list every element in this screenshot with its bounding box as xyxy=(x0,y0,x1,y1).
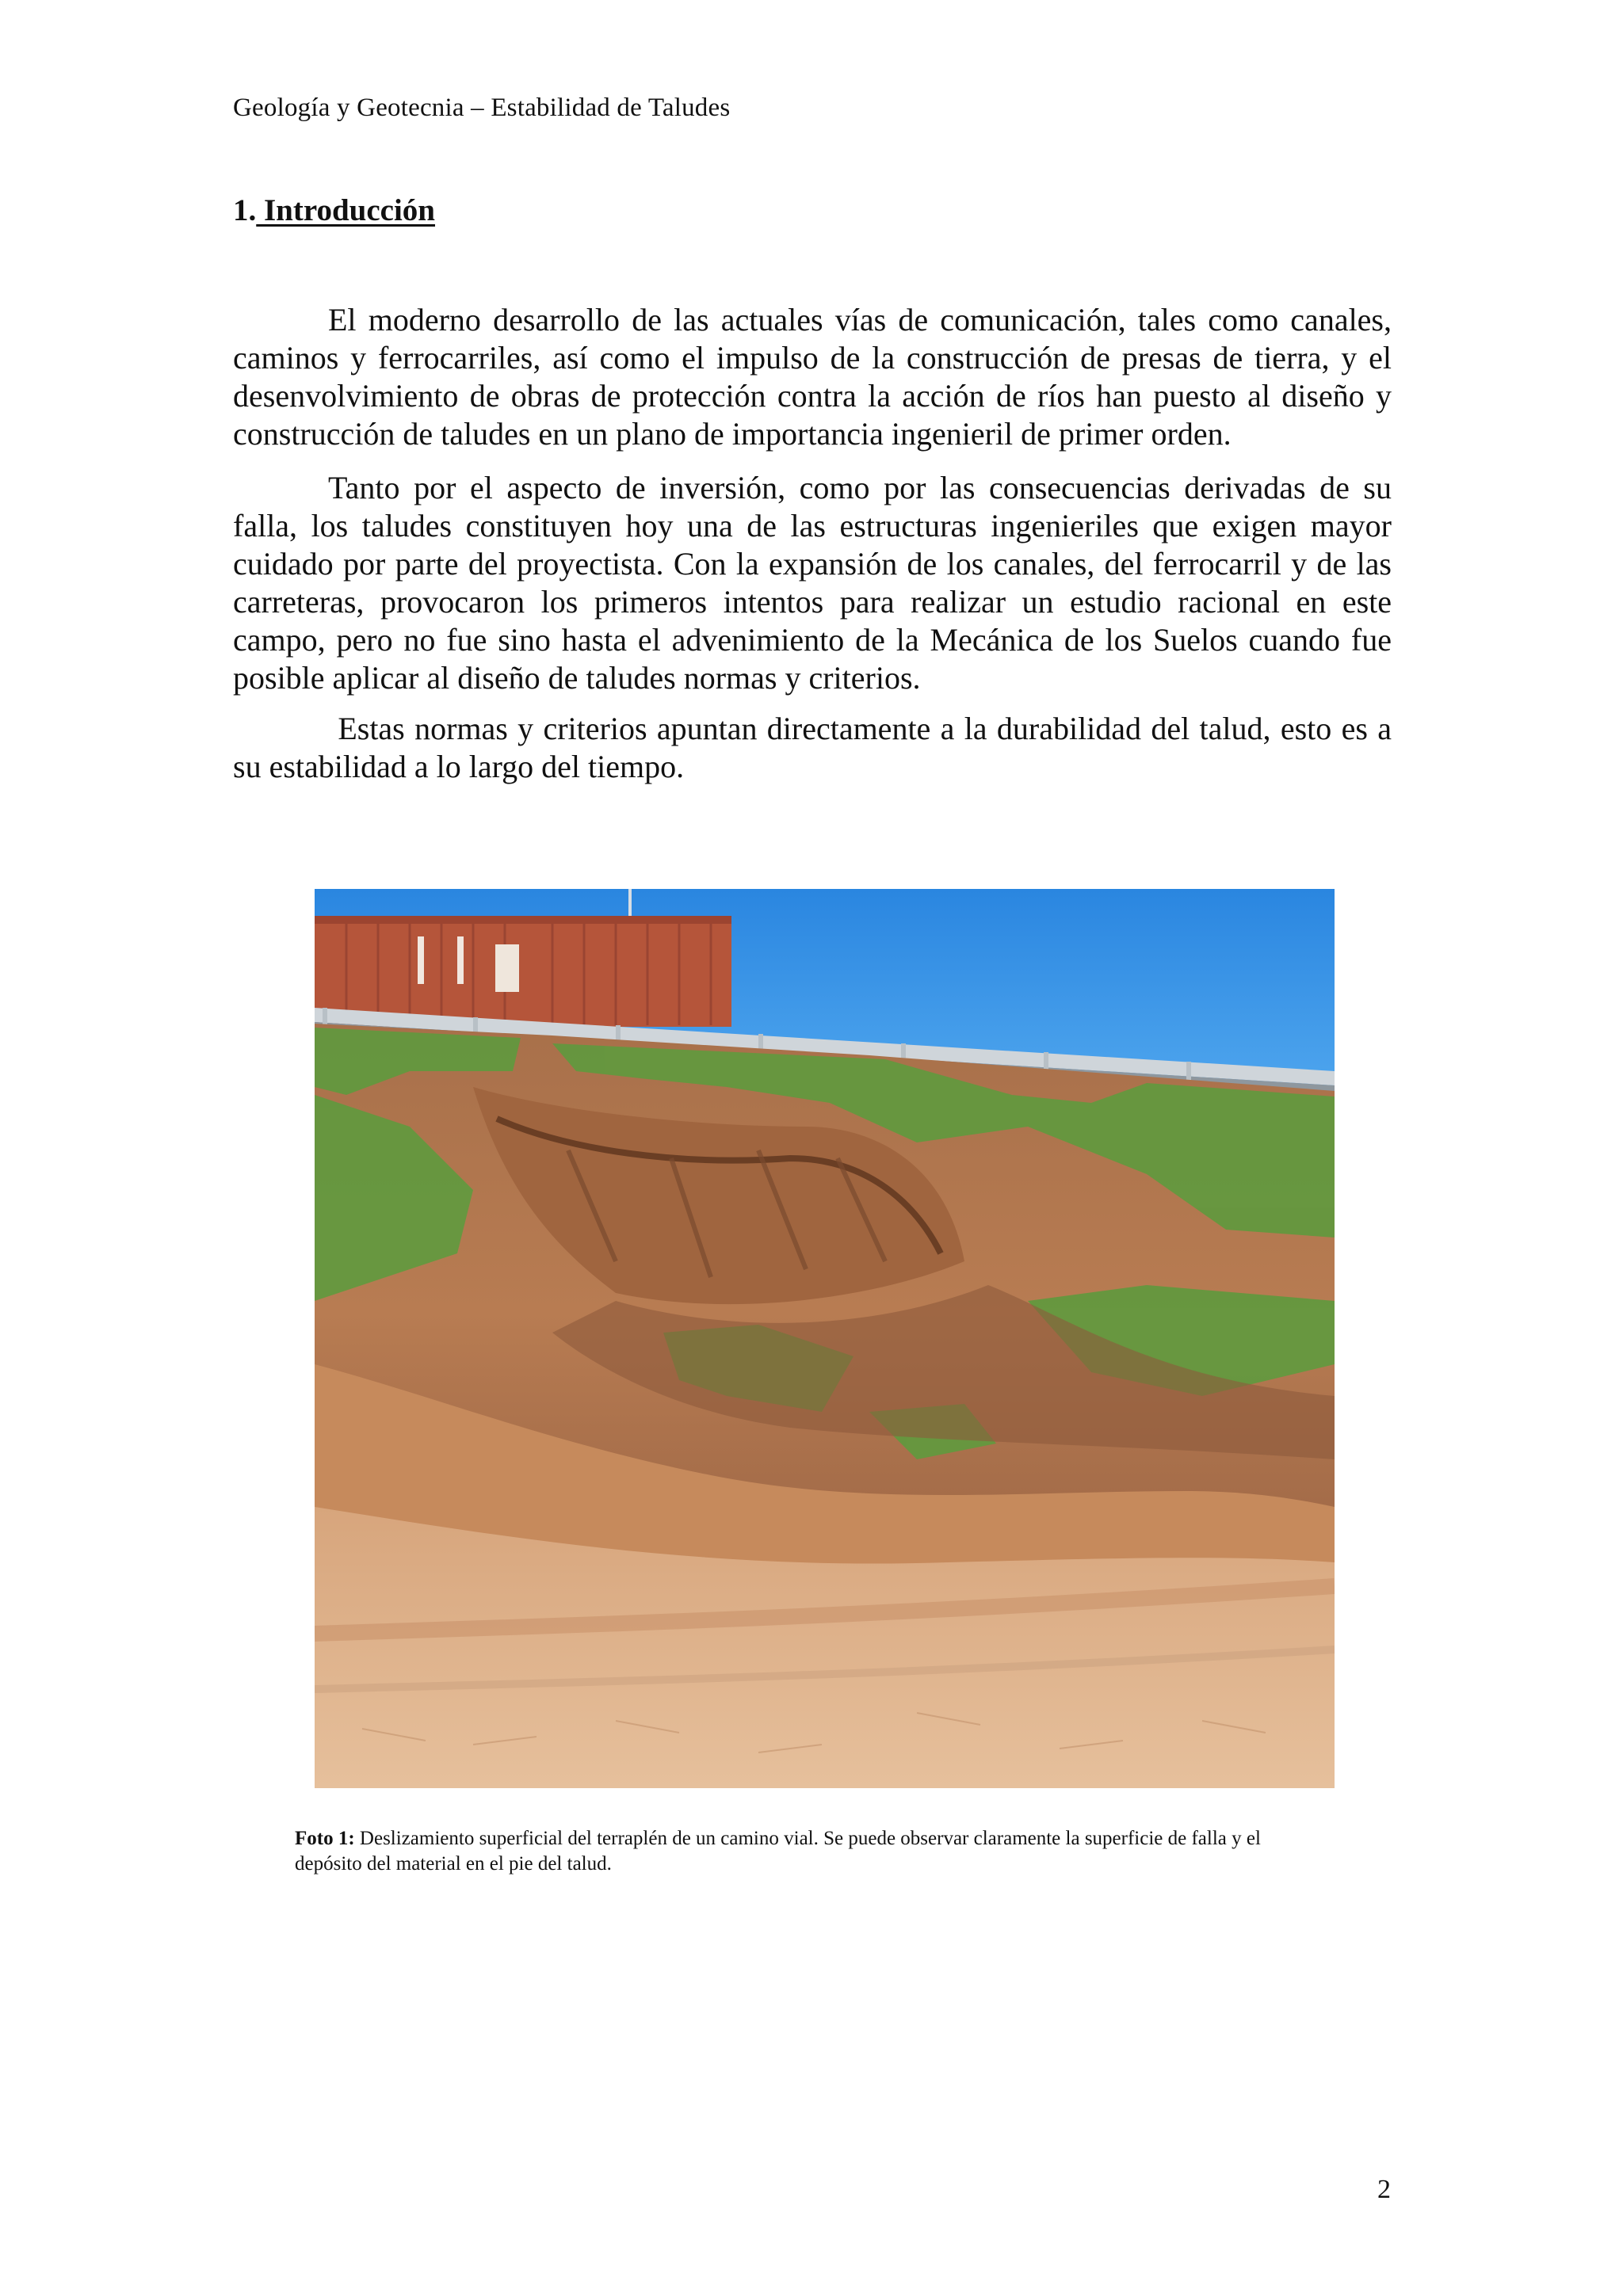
caption-label: Foto 1: xyxy=(295,1828,355,1849)
figure-caption xyxy=(295,1826,1325,1877)
paragraph xyxy=(233,469,1392,697)
section-number: 1. xyxy=(233,193,257,227)
slope-failure-photo xyxy=(315,889,1335,1788)
page-number: 2 xyxy=(1377,2175,1391,2204)
section-title xyxy=(233,193,435,228)
paragraph-text: Tanto por el aspecto de inversión, como por las consecuencias derivadas de su falla, los taludes constituyen hoy una de las estructuras ingenieriles que exigen mayor cuidado por parte del proyectista. Con la expansión de los canales, del ferrocarril y de las carreteras, provocaron los primeros intentos para realizar un estudio racional en este campo, pero no fue sino hasta el advenimiento de la Mecánica de los Suelos cuando fue posible aplicar al diseño de taludes normas y criterios. xyxy=(233,470,1392,696)
paragraph xyxy=(233,301,1392,453)
running-header: Geología y Geotecnia – Estabilidad de Taludes xyxy=(233,93,731,122)
caption-text: Deslizamiento superficial del terraplén de un camino vial. Se puede observar claramente la superficie de falla y el depósito del material en el pie del talud. xyxy=(295,1828,1261,1875)
shipping-container xyxy=(315,916,731,1027)
paragraph xyxy=(233,710,1392,786)
paragraph-text: El moderno desarrollo de las actuales vías de comunicación, tales como canales, caminos y ferrocarriles, así como el impulso de la construcción de presas de tierra, y el desenvolvimiento de obras de protección contra la acción de ríos han puesto al diseño y construcción de taludes en un plano de importancia ingenieril de primer orden. xyxy=(233,302,1392,452)
paragraph-text: Estas normas y criterios apuntan directamente a la durabilidad del talud, esto es a su estabilidad a lo largo del tiempo. xyxy=(233,711,1392,784)
section-title-text: Introducción xyxy=(256,193,435,227)
